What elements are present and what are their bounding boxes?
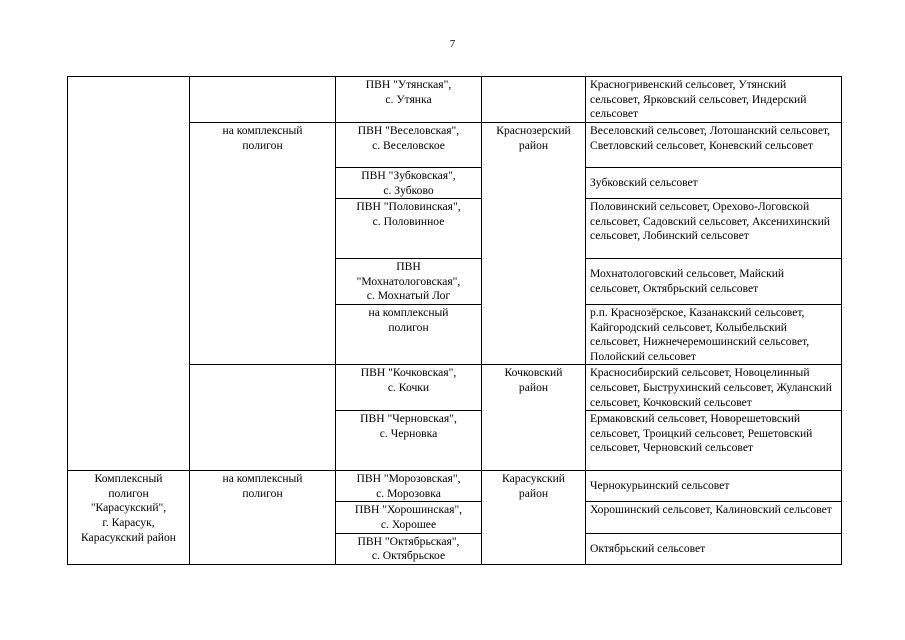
cell-settlements: Октябрьский сельсовет [586,533,842,564]
cell-settlements: Половинский сельсовет, Орехово-Логовской сельсовет, Садовский сельсовет, Аксенихинский сельсовет, Лобинский сельсовет [586,199,842,259]
cell-facility: на комплексный полигон [336,304,482,364]
cell-district: Карасукский район [482,471,586,565]
cell-facility: ПВН "Октябрьская", с. Октябрьское [336,533,482,564]
cell-settlements: Хорошинский сельсовет, Калиновский сельсовет [586,502,842,533]
cell-complex-polygon: Комплексный полигон "Карасукский", г. Карасук, Карасукский район [68,471,190,565]
waste-facilities-table [67,76,842,565]
cell-facility: ПВН "Мохнатологовская", с. Мохнатый Лог [336,259,482,305]
cell-district-empty [482,77,586,123]
cell-settlements: Зубковский сельсовет [586,168,842,199]
cell-destination-empty [190,77,336,123]
cell-settlements: р.п. Краснозёрское, Казанакский сельсовет, Кайгородский сельсовет, Колыбельский сельсовет, Нижнечеремошинский сельсовет, Полойский сельсовет [586,304,842,364]
table-row [68,77,842,123]
cell-settlements: Веселовский сельсовет, Лотошанский сельсовет, Светловский сельсовет, Коневский сельсовет [586,123,842,168]
cell-facility: ПВН "Морозовская", с. Морозовка [336,471,482,502]
cell-destination-empty [190,365,336,471]
cell-facility: ПВН "Веселовская", с. Веселовское [336,123,482,168]
cell-settlements: Чернокурьинский сельсовет [586,471,842,502]
cell-destination: на комплексный полигон [190,471,336,565]
cell-complex-polygon-empty [68,77,190,471]
cell-settlements: Красногривенский сельсовет, Утянский сельсовет, Ярковский сельсовет, Индерский сельсовет [586,77,842,123]
cell-settlements: Ермаковский сельсовет, Новорешетовский сельсовет, Троицкий сельсовет, Решетовский сельсовет, Черновский сельсовет [586,411,842,471]
cell-settlements: Красносибирский сельсовет, Новоцелинный сельсовет, Быструхинский сельсовет, Жуланский сельсовет, Кочковский сельсовет [586,365,842,411]
cell-facility: ПВН "Хорошинская", с. Хорошее [336,502,482,533]
cell-destination: на комплексный полигон [190,123,336,365]
table-row [68,471,842,502]
cell-settlements: Мохнатологовский сельсовет, Майский сельсовет, Октябрьский сельсовет [586,259,842,305]
cell-facility: ПВН "Кочковская", с. Кочки [336,365,482,411]
cell-district: Краснозерский район [482,123,586,365]
cell-facility: ПВН "Утянская", с. Утянка [336,77,482,123]
cell-district: Кочковский район [482,365,586,471]
page-number: 7 [449,38,456,50]
cell-facility: ПВН "Черновская", с. Черновка [336,411,482,471]
cell-facility: ПВН "Зубковская", с. Зубково [336,168,482,199]
cell-facility: ПВН "Половинская", с. Половинное [336,199,482,259]
